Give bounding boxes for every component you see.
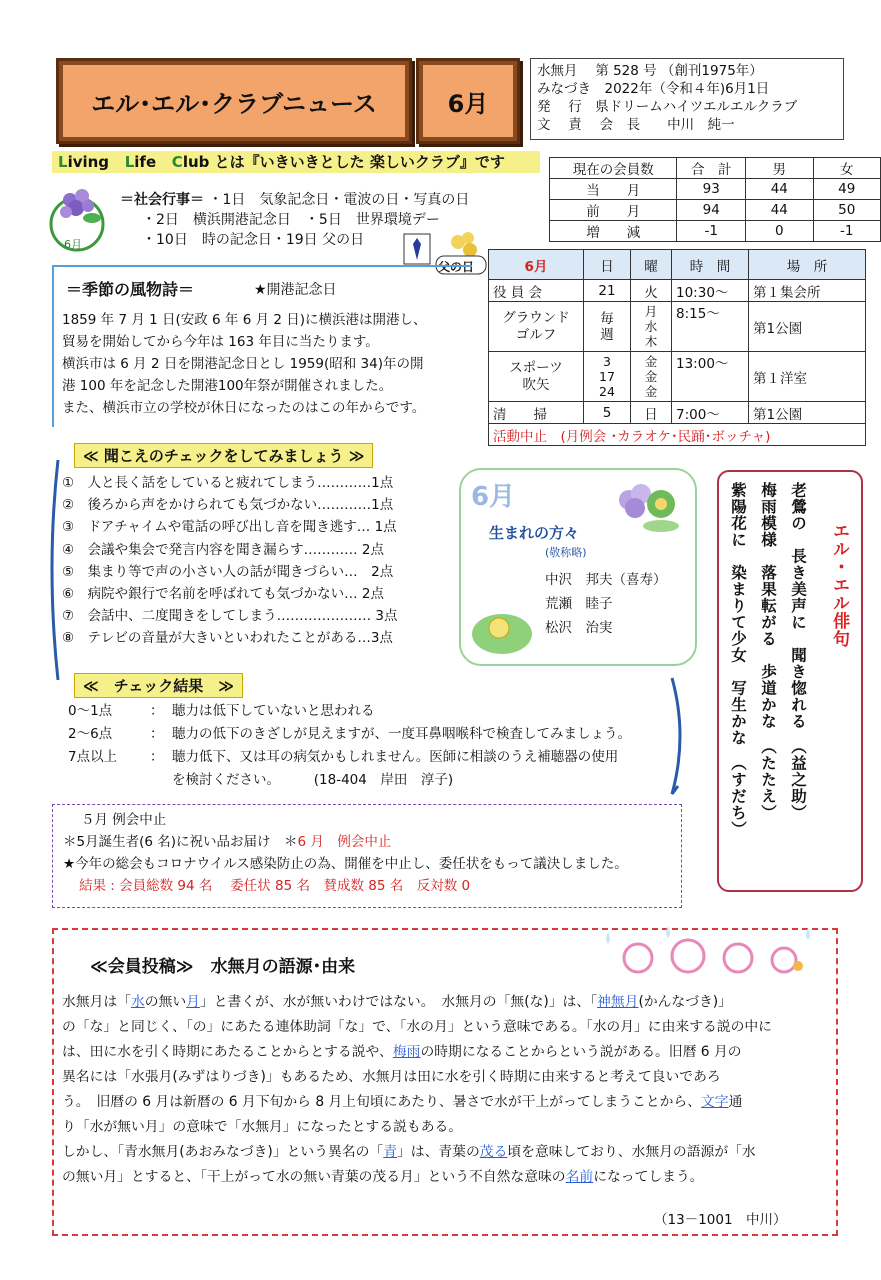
table-row: 前 月 94 44 50 bbox=[550, 200, 881, 221]
haiku-poem: 老鶯の 長き美声に 聞き惚れる （益之助） bbox=[789, 482, 808, 821]
essay-link[interactable]: 梅雨 bbox=[392, 1044, 421, 1060]
table-row: 清 掃 5 日 7:00～ 第1公園 bbox=[489, 402, 866, 424]
issue-month: 6月 bbox=[447, 89, 489, 118]
member-count-table bbox=[549, 157, 881, 242]
section-subtitle: ★開港記念日 bbox=[254, 282, 337, 298]
paragraph-line: しかし、「青水無月(あおみなづき)」という異名の「青」は、青葉の茂る頃を意味しており、水無月の語源が「水 bbox=[62, 1144, 756, 1160]
list-item: ⑦ 会話中、二度聞きをしてしまう………………… 3点 bbox=[62, 608, 398, 625]
hydrangea-snail-icon bbox=[601, 474, 693, 550]
pub-line: 水無月 第 528 号 （創刊1975年） bbox=[537, 63, 763, 79]
table-row: 増 減 -1 0 -1 bbox=[550, 221, 881, 242]
result-row: 7点以上 ： 聴力低下、又は耳の病気かもしれません。医師に相談のうえ補聴器の使用 bbox=[68, 749, 619, 765]
paragraph-line: また、横浜市立の学校が休日になったのはこの年からです。 bbox=[62, 400, 426, 416]
essay-link[interactable]: 文字 bbox=[701, 1094, 729, 1110]
table-row bbox=[489, 424, 866, 446]
table-row: スポーツ 吹矢 3 17 24 金 金 金 13:00～ 第１洋室 bbox=[489, 352, 866, 402]
vote-result: 結果 : 会員総数 94 名 委任状 85 名 賛成数 85 名 反対数 0 bbox=[79, 878, 471, 894]
paragraph-line: 1859 年 7 月 1 日(安政 6 年 6 月 2 日)に横浜港は開港し、 bbox=[62, 312, 427, 328]
may-report-line: ＊5月誕生者(6 名)に祝い品お届け ＊6 月 例会中止 bbox=[63, 834, 392, 850]
table-row: 現在の会員数 合 計 男 女 bbox=[550, 158, 881, 179]
badge-month-label: 6月 bbox=[64, 238, 82, 251]
paragraph-line: り「水が無い月」の意味で「水無月」になったとする説もある。 bbox=[62, 1119, 463, 1135]
schedule-table bbox=[488, 249, 866, 446]
snail-leaf-icon bbox=[467, 600, 537, 662]
paragraph-line: の無い月」とすると、「干上がって水の無い青葉の茂る月」という不自然な意味の名前になってしまう。 bbox=[62, 1169, 704, 1185]
essay-title: ≪会員投稿≫ 水無月の語源･由来 bbox=[90, 957, 356, 977]
list-item: ① 人と長く話をしていると疲れてしまう…………1点 bbox=[62, 475, 394, 491]
table-row: 役 員 会 21 火 10:30～ 第１集会所 bbox=[489, 280, 866, 302]
paragraph-line: 貿易を開始してから今年は 163 年目に当たります。 bbox=[62, 334, 379, 350]
check-result-title: ≪ チェック結果 ≫ bbox=[74, 673, 243, 698]
essay-author: （13－1001 中川） bbox=[654, 1212, 787, 1228]
birthday-subtitle: (敬称略) bbox=[545, 546, 587, 559]
birthday-section bbox=[459, 468, 697, 666]
list-item: ⑥ 病院や銀行で名前を呼ばれても気づかない… 2点 bbox=[62, 586, 384, 603]
haiku-section bbox=[717, 470, 863, 892]
activity-suspended-note: 活動中止 (月例会 ･カラオケ･民踊･ボッチャ) bbox=[489, 424, 866, 446]
essay-link[interactable]: 神無月 bbox=[597, 994, 639, 1010]
haiku-poem: 紫陽花に 染まりて少女 写生かな （すだち） bbox=[729, 482, 748, 838]
seasonal-poem-section bbox=[52, 265, 472, 427]
haiku-poem: 梅雨模様 落果転がる 歩道かな （たたえ） bbox=[759, 482, 778, 821]
pub-line: 文 責 会 長 中川 純一 bbox=[537, 117, 735, 133]
publication-info bbox=[530, 58, 844, 140]
snails-icon bbox=[598, 922, 834, 986]
hearing-check-title: ≪ 聞こえのチェックをしてみましょう ≫ bbox=[74, 443, 373, 468]
right-bracket-arrow-icon bbox=[668, 676, 690, 800]
hearing-checklist bbox=[62, 472, 397, 650]
list-item: 松沢 治実 bbox=[545, 620, 613, 636]
result-row: 0～1点 ： 聴力は低下していないと思われる bbox=[68, 703, 375, 719]
member-essay bbox=[52, 928, 838, 1236]
paragraph-line: の「な」と同じく、「の」にあたる連体助詞「な」で、「水の月」という意味である。「水の月」に由来する説の中に bbox=[62, 1019, 772, 1035]
list-item: ⑤ 集まり等で声の小さい人の話が聞きづらい… 2点 bbox=[62, 563, 394, 580]
paragraph-line: 横浜市は 6 月 2 日を開港記念日とし 1959(昭和 34)年の開 bbox=[62, 356, 424, 372]
list-item: ③ ドアチャイムや電話の呼び出し音を聞き逃す… 1点 bbox=[62, 519, 397, 536]
list-item: 荒瀬 睦子 bbox=[545, 596, 613, 612]
paragraph-line: う。 旧暦の 6 月は新暦の 6 月下旬から 8 月上旬頃にあたり、暑さで水が干上がってしまうことから、文字通 bbox=[62, 1094, 743, 1110]
list-item: ② 後ろから声をかけられても気づかない…………1点 bbox=[62, 497, 394, 514]
result-row: を検討ください。 (18-404 岸田 淳子) bbox=[172, 772, 454, 788]
paragraph-line: は、田に水を引く時期にあたることからとする説や、梅雨の時期になることからという説がある。旧暦 6 月の bbox=[62, 1044, 742, 1060]
table-row: グラウンド ゴルフ 毎 週 月 水 木 8:15～ 第1公園 bbox=[489, 302, 866, 352]
essay-body bbox=[62, 990, 832, 1190]
essay-link[interactable]: 名前 bbox=[565, 1169, 594, 1185]
birthday-month: 6月 bbox=[471, 482, 516, 512]
club-tagline: Living Life Club とは『いきいきとした 楽しいクラブ』です bbox=[52, 151, 540, 173]
left-bracket-arrow-icon bbox=[44, 458, 62, 686]
haiku-title: エル・エル俳句 bbox=[829, 522, 849, 648]
birthday-names bbox=[545, 568, 667, 640]
check-results bbox=[68, 700, 631, 792]
month-box bbox=[416, 58, 520, 144]
paragraph-line: 港 100 年を記念した開港100年祭が開催されました。 bbox=[62, 378, 393, 394]
table-row: 当 月 93 44 49 bbox=[550, 179, 881, 200]
may-meeting-cancel: ５月 例会中止 bbox=[81, 812, 167, 828]
section-title: ＝季節の風物詩＝ bbox=[66, 280, 195, 299]
social-events: ＝社会行事＝ ・1日 気象記念日・電波の日・写真の日 ・2日 横浜開港記念日 ・5日 世界環境デー ・10日 時の記念日・19日 父の日 bbox=[120, 192, 470, 248]
may-report bbox=[52, 804, 682, 908]
social-events-label: ＝社会行事＝ bbox=[120, 192, 204, 208]
list-item: ④ 会議や集会で発言内容を聞き漏らす………… 2点 bbox=[62, 541, 384, 558]
list-item: 中沢 邦夫（喜寿） bbox=[545, 572, 667, 588]
essay-link[interactable]: 水 bbox=[130, 994, 145, 1010]
paragraph-line: 水無月は「水の無い月」と書くが、水が無いわけではない。 水無月の「無(な)」は、「神無月(かんなづき)」 bbox=[62, 994, 732, 1010]
birthday-title: 生まれの方々 bbox=[489, 524, 580, 542]
newsletter-title-box bbox=[56, 58, 412, 144]
table-header-row: 6月 日 曜 時 間 場 所 bbox=[489, 250, 866, 280]
paragraph-line: 異名には「水張月(みずはりづき)」もあるため、水無月は田に水を引く時期に由来すると考えて良いであろ bbox=[62, 1069, 721, 1085]
essay-link[interactable]: 青 bbox=[383, 1144, 397, 1160]
pub-line: みなづき 2022年（令和４年)6月1日 bbox=[537, 81, 770, 97]
fathers-day-label: 父の日 bbox=[438, 260, 475, 274]
result-row: 2～6点 ： 聴力の低下のきざしが見えますが、一度耳鼻咽喉科で検査してみましょう。 bbox=[68, 726, 631, 742]
pub-line: 発 行 県ドリームハイツエルエルクラブ bbox=[537, 99, 798, 115]
essay-link[interactable]: 月 bbox=[186, 994, 200, 1010]
list-item: ⑧ テレビの音量が大きいといわれたことがある…3点 bbox=[62, 630, 393, 647]
may-report-line: ★今年の総会もコロナウイルス感染防止の為、開催を中止し、委任状をもって議決しました。 bbox=[63, 856, 628, 872]
essay-link[interactable]: 茂る bbox=[479, 1144, 508, 1160]
newsletter-title: エル･エル･クラブニュース bbox=[91, 89, 377, 118]
